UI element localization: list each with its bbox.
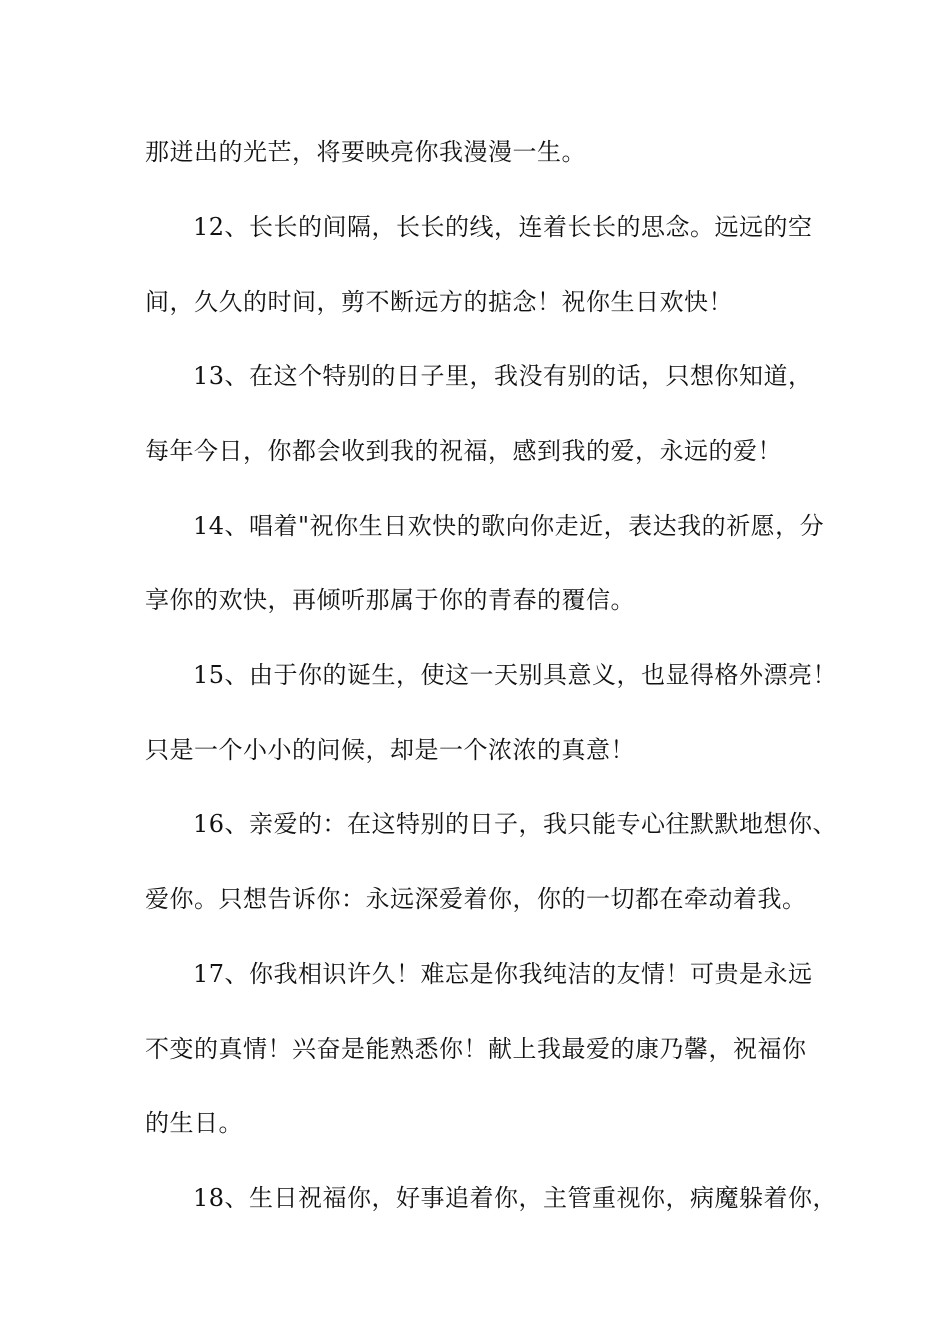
paragraph-17-line-1: 17、你我相识许久！难忘是你我纯洁的友情！可贵是永远	[193, 960, 813, 988]
paragraph-17-line-2: 不变的真情！兴奋是能熟悉你！献上我最爱的康乃馨，祝福你	[145, 1035, 807, 1063]
paragraph-13-line-1: 13、在这个特别的日子里，我没有别的话，只想你知道，	[193, 362, 813, 390]
paragraph-12-line-2: 间，久久的时间，剪不断远方的掂念！祝你生日欢快！	[145, 288, 733, 316]
paragraph-17-line-3: 的生日。	[145, 1109, 243, 1137]
paragraph-14-line-1: 14、唱着"祝你生日欢快的歌向你走近，表达我的祈愿，分	[193, 512, 825, 540]
paragraph-12-line-1: 12、长长的间隔，长长的线，连着长长的思念。远远的空	[193, 213, 813, 241]
paragraph-16-line-2: 爱你。只想告诉你：永远深爱着你，你的一切都在牵动着我。	[145, 885, 807, 913]
paragraph-16-line-1: 16、亲爱的：在这特别的日子，我只能专心往默默地想你、	[193, 810, 838, 838]
text-line: 那迸出的光芒，将要映亮你我漫漫一生。	[145, 138, 586, 166]
paragraph-14-line-2: 享你的欢快，再倾听那属于你的青春的覆信。	[145, 586, 635, 614]
paragraph-15-line-1: 15、由于你的诞生，使这一天别具意义，也显得格外漂亮！	[193, 661, 838, 689]
paragraph-15-line-2: 只是一个小小的问候，却是一个浓浓的真意！	[145, 736, 635, 764]
paragraph-13-line-2: 每年今日，你都会收到我的祝福，感到我的爱，永远的爱！	[145, 437, 782, 465]
paragraph-18-line-1: 18、生日祝福你，好事追着你，主管重视你，病魔躲着你，	[193, 1184, 838, 1212]
